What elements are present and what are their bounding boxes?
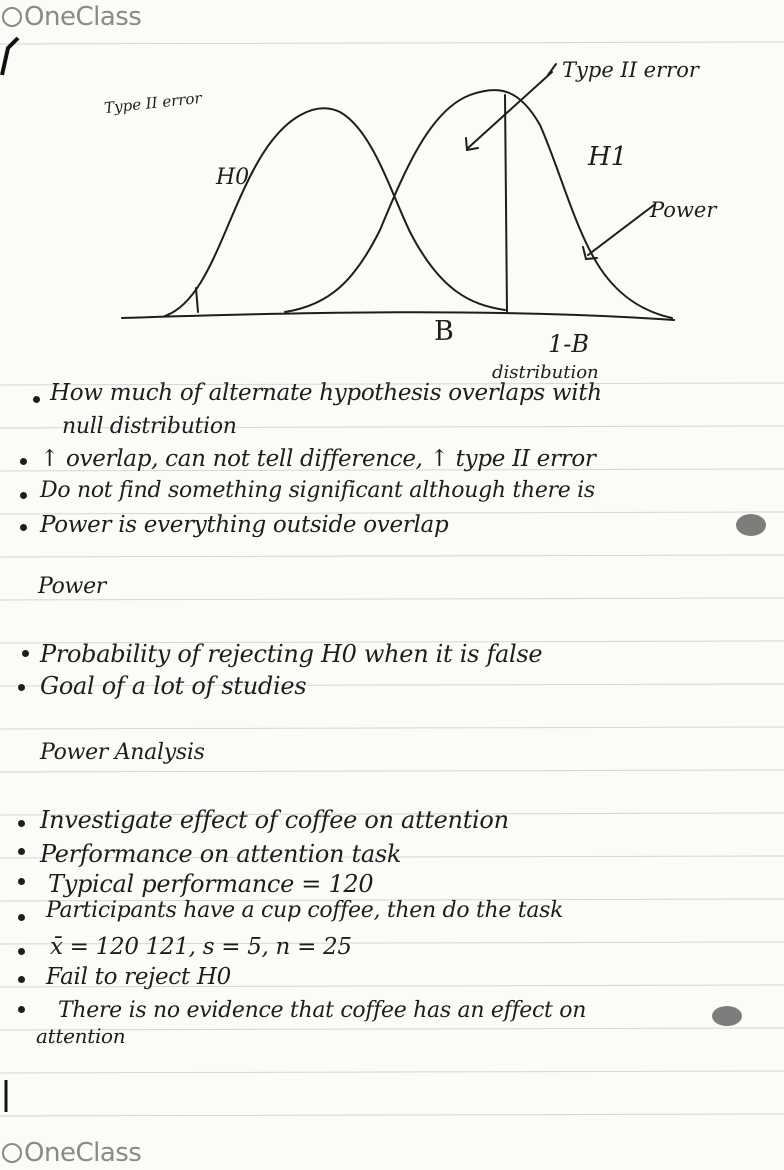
bullet [33,396,40,403]
bullet [18,1006,25,1013]
note-line: How much of alternate hypothesis overlaps with [50,380,602,406]
bullet [18,848,25,855]
h1-curve [285,90,672,318]
type2-arrow [468,72,552,148]
bullet [18,948,25,955]
h0-label: H0 [216,165,250,190]
note-line: Participants have a cup coffee, then do the task [46,898,564,923]
note-line: Fail to reject H0 [46,964,231,990]
note-line: Goal of a lot of studies [40,672,307,700]
beta-label: B [434,316,454,347]
bullet [20,524,27,531]
note-line: Probability of rejecting H0 when it is false [40,640,543,668]
note-line: attention [36,1024,126,1048]
bullet [18,976,25,983]
critical-line [505,95,507,312]
note-line: Typical performance = 120 [48,870,374,898]
power-label: Power [650,198,717,222]
type2-error-label: Type II error [562,58,699,82]
ink-smudge [712,1006,742,1026]
bullet [18,878,25,885]
bullet [22,650,29,657]
bullet [20,492,27,499]
power-arrow [588,205,654,255]
one-minus-beta-label: 1-B [548,330,590,358]
note-line: There is no evidence that coffee has an effect on [58,998,587,1023]
alpha-tail-mark [196,288,198,312]
x-axis [122,312,674,320]
ink-smudge [736,514,766,536]
note-line: Performance on attention task [40,840,402,868]
brand-logo-bottom [2,1138,141,1168]
note-line: ↑ overlap, can not tell difference, ↑ type II error [40,446,596,472]
note-line: Investigate effect of coffee on attention [40,806,509,834]
note-line: Do not find something significant although there is [40,478,595,503]
note-line: Power is everything outside overlap [40,512,449,538]
h1-label: H1 [588,142,628,172]
corner-type2-label: Type II error [103,88,203,118]
bullet [18,820,25,827]
section-heading: Power [38,574,107,599]
bullet [20,458,27,465]
section-heading: Power Analysis [40,740,205,765]
brand-name: OneClass [24,2,142,32]
note-line: x̄ = 120 121, s = 5, n = 25 [50,934,352,960]
note-line: null distribution [62,414,237,439]
brand-name: OneClass [24,1138,142,1168]
h0-curve [165,108,505,316]
bullet [18,914,25,921]
distribution-label: distribution [492,362,599,383]
bullet [18,684,25,691]
